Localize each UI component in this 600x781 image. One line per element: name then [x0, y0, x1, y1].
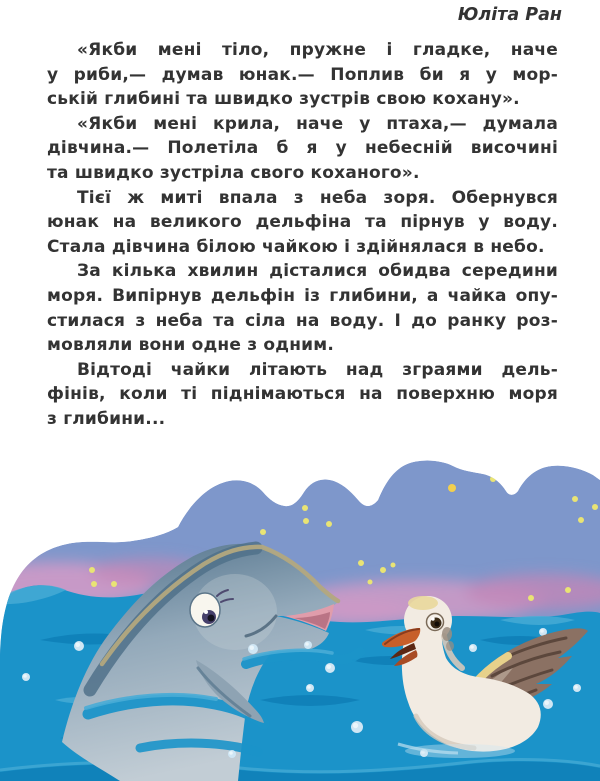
star [391, 563, 396, 568]
star [514, 475, 520, 481]
star [528, 595, 534, 601]
bubble-highlight [307, 685, 311, 689]
story-line: Стала дівчина білою чайкою і здійнялася в небо. [47, 236, 545, 257]
bubble-highlight [353, 723, 358, 728]
star [368, 580, 373, 585]
story-text [47, 38, 558, 432]
bubble-highlight [540, 629, 544, 633]
star [111, 581, 117, 587]
seagull-cheek-spot [442, 627, 452, 641]
bubble-highlight [76, 643, 81, 648]
seagull-cheek-spot [446, 641, 454, 651]
story-line: «Якби мені крила, наче у птаха,— думала [77, 113, 558, 134]
story-line: юнак на великого дельфіна та пірнув у воду. [47, 212, 558, 233]
story-line: ській глибині та швидко зустрів свою кохану». [47, 89, 520, 110]
star [490, 476, 496, 482]
star [326, 521, 332, 527]
bubble-highlight [250, 646, 255, 651]
star [578, 517, 584, 523]
bubble-highlight [327, 665, 332, 670]
seagull-head-yellow [408, 596, 438, 610]
story-line: моря. Випірнув дельфін із глибини, а чайка опу- [47, 285, 558, 306]
star [302, 505, 308, 511]
seagull-eye [427, 614, 444, 631]
bubble-highlight [305, 642, 309, 646]
story-line: фінів, коли ті піднімаються на поверхню моря [47, 384, 558, 405]
star [448, 484, 456, 492]
star [91, 581, 97, 587]
bubble-highlight [229, 751, 233, 755]
story-line: За кілька хвилин дісталися обидва середини [77, 261, 558, 282]
star [260, 529, 266, 535]
star [565, 587, 571, 593]
star [303, 518, 309, 524]
star [592, 504, 598, 510]
foam [405, 744, 515, 758]
story-line: мовляли вони одне з одним. [47, 335, 335, 356]
star [89, 567, 95, 573]
story-line: дівчина.— Полетіла б я у небесній височині [47, 138, 558, 159]
story-line: «Якби мені тіло, пружне і гладке, наче [77, 40, 558, 60]
star [380, 567, 386, 573]
story-line: стилася з неба та сіла на воду. І до ранку роз- [47, 310, 558, 331]
bubble-highlight [23, 674, 27, 678]
bubble-highlight [574, 685, 578, 689]
story-line: Відтоді чайки літають над зграями дель- [77, 359, 558, 380]
star [572, 496, 578, 502]
illustration [0, 450, 600, 781]
bubble-highlight [545, 701, 550, 706]
story-line: Тієї ж миті впала з неба зоря. Обернувся [77, 187, 558, 208]
story-line: з глибини... [47, 408, 166, 429]
story-line: у риби,— думав юнак.— Поплив би я у мор- [47, 64, 558, 85]
bubble-highlight [470, 645, 474, 649]
story-line: та швидко зустріла свого коханого». [47, 162, 420, 183]
star [358, 560, 364, 566]
author-signature: Юліта Ран [457, 5, 562, 25]
star [486, 461, 494, 469]
